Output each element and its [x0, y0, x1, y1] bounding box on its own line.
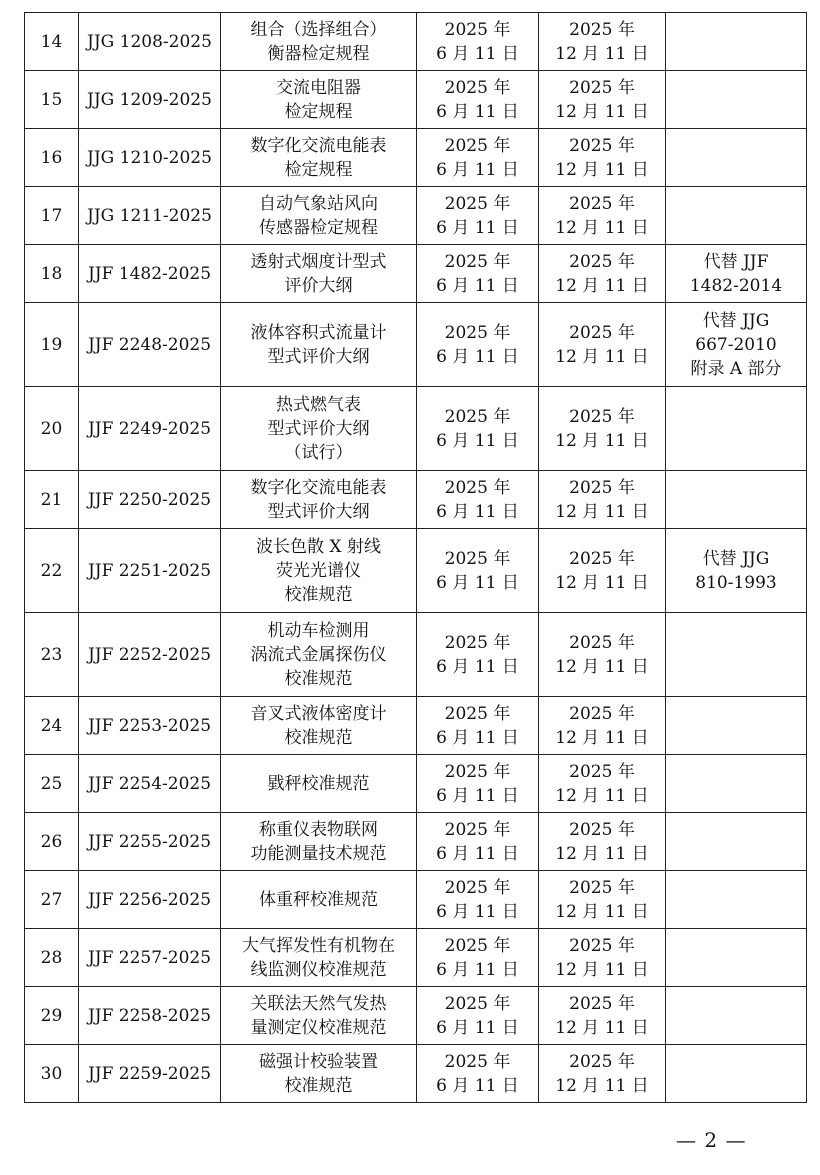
table-row — [25, 303, 807, 387]
standard-code: JJF 2255-2025 — [79, 813, 221, 871]
standard-name-line: 大气挥发性有机物在 — [242, 935, 395, 956]
effective-date-line: 12 月 11 日 — [555, 501, 649, 522]
standard-name — [221, 387, 417, 471]
row-number: 23 — [25, 613, 79, 697]
publish-date-line: 6 月 11 日 — [436, 901, 519, 922]
effective-date-line: 2025 年 — [569, 19, 635, 40]
table-row — [25, 813, 807, 871]
publish-date — [417, 697, 539, 755]
standard-name-line: 透射式烟度计型式 — [250, 251, 387, 272]
remark — [666, 755, 807, 813]
publish-date-line: 6 月 11 日 — [436, 1017, 519, 1038]
publish-date — [417, 387, 539, 471]
row-number: 21 — [25, 471, 79, 529]
publish-date — [417, 871, 539, 929]
standard-name-line: 波长色散 X 射线 — [256, 536, 381, 557]
standard-name-line: 检定规程 — [284, 101, 353, 122]
table-row — [25, 71, 807, 129]
remark — [666, 471, 807, 529]
standard-name — [221, 129, 417, 187]
effective-date-line: 12 月 11 日 — [555, 727, 649, 748]
standard-code: JJG 1210-2025 — [79, 129, 221, 187]
effective-date — [539, 187, 666, 245]
publish-date-line: 6 月 11 日 — [436, 572, 519, 593]
standard-name-line: 机动车检测用 — [267, 620, 370, 641]
table-row — [25, 187, 807, 245]
row-number: 30 — [25, 1045, 79, 1103]
standard-code: JJF 2259-2025 — [79, 1045, 221, 1103]
publish-date-line: 2025 年 — [444, 632, 511, 653]
effective-date — [539, 129, 666, 187]
effective-date-line: 12 月 11 日 — [555, 1017, 649, 1038]
effective-date — [539, 813, 666, 871]
standard-name-line: 数字化交流电能表 — [250, 135, 387, 156]
row-number: 22 — [25, 529, 79, 613]
remark — [666, 245, 807, 303]
standard-name-line: 校准规范 — [284, 1075, 353, 1096]
effective-date-line: 2025 年 — [569, 1051, 635, 1072]
table-row — [25, 987, 807, 1045]
standard-code: JJF 2250-2025 — [79, 471, 221, 529]
standard-name — [221, 529, 417, 613]
effective-date — [539, 303, 666, 387]
standard-name-line: 功能测量技术规范 — [250, 843, 387, 864]
standard-name-line: 交流电阻器 — [276, 77, 361, 98]
effective-date-line: 2025 年 — [569, 322, 635, 343]
publish-date — [417, 13, 539, 71]
publish-date-line: 2025 年 — [444, 1051, 511, 1072]
publish-date — [417, 187, 539, 245]
effective-date-line: 2025 年 — [569, 761, 635, 782]
effective-date — [539, 471, 666, 529]
table-body — [25, 13, 807, 1103]
row-number: 16 — [25, 129, 79, 187]
publish-date-line: 6 月 11 日 — [436, 346, 519, 367]
table-row — [25, 245, 807, 303]
effective-date — [539, 613, 666, 697]
remark-line: 代替 JJG — [702, 310, 770, 331]
standard-name-line: 荧光光谱仪 — [276, 560, 361, 581]
effective-date — [539, 929, 666, 987]
publish-date-line: 2025 年 — [444, 251, 511, 272]
effective-date-line: 12 月 11 日 — [555, 430, 649, 451]
standard-name-line: 衡器检定规程 — [267, 43, 370, 64]
remark — [666, 987, 807, 1045]
row-number: 28 — [25, 929, 79, 987]
effective-date — [539, 871, 666, 929]
effective-date-line: 12 月 11 日 — [555, 101, 649, 122]
effective-date-line: 12 月 11 日 — [555, 1075, 649, 1096]
standard-name-line: 型式评价大纲 — [267, 346, 370, 367]
effective-date-line: 12 月 11 日 — [555, 43, 649, 64]
table-row — [25, 613, 807, 697]
standard-name-line: 音叉式液体密度计 — [250, 703, 387, 724]
effective-date-line: 2025 年 — [569, 819, 635, 840]
publish-date-line: 2025 年 — [444, 193, 511, 214]
standard-name-line: 传感器检定规程 — [259, 217, 378, 238]
publish-date-line: 2025 年 — [444, 993, 511, 1014]
standard-name-line: 评价大纲 — [284, 275, 353, 296]
effective-date-line: 2025 年 — [569, 632, 635, 653]
standard-name — [221, 813, 417, 871]
remark-line: 667-2010 — [695, 334, 777, 355]
publish-date — [417, 813, 539, 871]
standard-name — [221, 755, 417, 813]
effective-date-line: 12 月 11 日 — [555, 346, 649, 367]
row-number: 24 — [25, 697, 79, 755]
remark — [666, 1045, 807, 1103]
remark — [666, 13, 807, 71]
standard-name — [221, 245, 417, 303]
standard-code: JJF 1482-2025 — [79, 245, 221, 303]
publish-date — [417, 129, 539, 187]
standard-name — [221, 71, 417, 129]
standard-name-line: 检定规程 — [284, 159, 353, 180]
effective-date-line: 12 月 11 日 — [555, 159, 649, 180]
table-row — [25, 529, 807, 613]
remark — [666, 71, 807, 129]
publish-date — [417, 71, 539, 129]
effective-date — [539, 387, 666, 471]
publish-date — [417, 987, 539, 1045]
row-number: 15 — [25, 71, 79, 129]
table-row — [25, 13, 807, 71]
standard-code: JJG 1211-2025 — [79, 187, 221, 245]
publish-date-line: 6 月 11 日 — [436, 430, 519, 451]
row-number: 17 — [25, 187, 79, 245]
publish-date-line: 2025 年 — [444, 77, 511, 98]
effective-date-line: 12 月 11 日 — [555, 959, 649, 980]
standard-name-line: 校准规范 — [284, 584, 353, 605]
effective-date-line: 12 月 11 日 — [555, 275, 649, 296]
standard-name-line: 型式评价大纲 — [267, 501, 370, 522]
publish-date-line: 2025 年 — [444, 819, 511, 840]
standard-code: JJF 2257-2025 — [79, 929, 221, 987]
remark — [666, 387, 807, 471]
table-row — [25, 471, 807, 529]
table-row — [25, 929, 807, 987]
standard-name-line: 线监测仪校准规范 — [250, 959, 387, 980]
effective-date — [539, 1045, 666, 1103]
remark-line: 810-1993 — [695, 572, 777, 593]
publish-date-line: 6 月 11 日 — [436, 217, 519, 238]
standard-name — [221, 613, 417, 697]
standard-name-line: （试行） — [284, 442, 353, 463]
publish-date — [417, 613, 539, 697]
effective-date-line: 12 月 11 日 — [555, 656, 649, 677]
remark — [666, 697, 807, 755]
publish-date — [417, 529, 539, 613]
publish-date-line: 6 月 11 日 — [436, 43, 519, 64]
row-number: 19 — [25, 303, 79, 387]
standards-table — [24, 12, 807, 1103]
table-row — [25, 871, 807, 929]
standard-name — [221, 1045, 417, 1103]
effective-date-line: 12 月 11 日 — [555, 785, 649, 806]
standard-name — [221, 929, 417, 987]
row-number: 20 — [25, 387, 79, 471]
effective-date-line: 2025 年 — [569, 703, 635, 724]
standard-name-line: 数字化交流电能表 — [250, 477, 387, 498]
table-row — [25, 1045, 807, 1103]
remark-line: 1482-2014 — [689, 275, 783, 296]
row-number: 18 — [25, 245, 79, 303]
publish-date-line: 2025 年 — [444, 135, 511, 156]
effective-date-line: 2025 年 — [569, 993, 635, 1014]
standard-name-line: 校准规范 — [284, 668, 353, 689]
standard-code: JJF 2252-2025 — [79, 613, 221, 697]
standard-name-line: 自动气象站风向 — [259, 193, 378, 214]
standard-code: JJF 2254-2025 — [79, 755, 221, 813]
row-number: 25 — [25, 755, 79, 813]
publish-date — [417, 929, 539, 987]
standard-code: JJF 2251-2025 — [79, 529, 221, 613]
row-number: 27 — [25, 871, 79, 929]
publish-date-line: 2025 年 — [444, 548, 511, 569]
remark — [666, 929, 807, 987]
effective-date-line: 2025 年 — [569, 406, 635, 427]
effective-date — [539, 697, 666, 755]
remark — [666, 187, 807, 245]
standard-name-line: 涡流式金属探伤仪 — [250, 644, 387, 665]
standard-name — [221, 987, 417, 1045]
remark — [666, 813, 807, 871]
effective-date-line: 12 月 11 日 — [555, 843, 649, 864]
effective-date-line: 12 月 11 日 — [555, 217, 649, 238]
publish-date — [417, 245, 539, 303]
table-row — [25, 387, 807, 471]
publish-date — [417, 1045, 539, 1103]
standard-code: JJG 1208-2025 — [79, 13, 221, 71]
remark — [666, 871, 807, 929]
effective-date — [539, 13, 666, 71]
standard-code: JJF 2248-2025 — [79, 303, 221, 387]
publish-date-line: 2025 年 — [444, 703, 511, 724]
publish-date-line: 2025 年 — [444, 322, 511, 343]
standard-name — [221, 471, 417, 529]
publish-date-line: 2025 年 — [444, 19, 511, 40]
row-number: 29 — [25, 987, 79, 1045]
publish-date-line: 6 月 11 日 — [436, 843, 519, 864]
remark-line: 代替 JJG — [702, 548, 770, 569]
effective-date-line: 2025 年 — [569, 251, 635, 272]
publish-date-line: 6 月 11 日 — [436, 159, 519, 180]
standard-code: JJG 1209-2025 — [79, 71, 221, 129]
standard-name — [221, 871, 417, 929]
publish-date-line: 2025 年 — [444, 406, 511, 427]
standard-name-line: 校准规范 — [284, 727, 353, 748]
row-number: 26 — [25, 813, 79, 871]
table-row — [25, 129, 807, 187]
publish-date-line: 6 月 11 日 — [436, 656, 519, 677]
standard-code: JJF 2258-2025 — [79, 987, 221, 1045]
standard-name-line: 组合（选择组合） — [250, 19, 387, 40]
standard-name-line: 量测定仪校准规范 — [250, 1017, 387, 1038]
remark — [666, 529, 807, 613]
publish-date — [417, 303, 539, 387]
row-number: 14 — [25, 13, 79, 71]
effective-date — [539, 987, 666, 1045]
remark-line: 附录 A 部分 — [690, 358, 782, 379]
effective-date — [539, 755, 666, 813]
publish-date-line: 2025 年 — [444, 761, 511, 782]
page-number: — 2 — — [676, 1128, 747, 1152]
standard-name-line: 体重秤校准规范 — [259, 889, 378, 910]
remark — [666, 129, 807, 187]
effective-date-line: 2025 年 — [569, 548, 635, 569]
effective-date-line: 2025 年 — [569, 77, 635, 98]
remark — [666, 613, 807, 697]
publish-date-line: 6 月 11 日 — [436, 275, 519, 296]
standard-name — [221, 13, 417, 71]
effective-date-line: 12 月 11 日 — [555, 901, 649, 922]
publish-date-line: 2025 年 — [444, 935, 511, 956]
standard-name-line: 型式评价大纲 — [267, 418, 370, 439]
standard-name-line: 关联法天然气发热 — [250, 993, 387, 1014]
publish-date — [417, 471, 539, 529]
standard-name-line: 磁强计校验装置 — [259, 1051, 378, 1072]
effective-date-line: 2025 年 — [569, 193, 635, 214]
remark — [666, 303, 807, 387]
publish-date-line: 6 月 11 日 — [436, 785, 519, 806]
effective-date-line: 2025 年 — [569, 135, 635, 156]
publish-date — [417, 755, 539, 813]
publish-date-line: 2025 年 — [444, 477, 511, 498]
standard-code: JJF 2253-2025 — [79, 697, 221, 755]
effective-date-line: 12 月 11 日 — [555, 572, 649, 593]
table-row — [25, 697, 807, 755]
publish-date-line: 6 月 11 日 — [436, 1075, 519, 1096]
standard-code: JJF 2249-2025 — [79, 387, 221, 471]
effective-date — [539, 245, 666, 303]
standard-name — [221, 697, 417, 755]
standard-name-line: 液体容积式流量计 — [250, 322, 387, 343]
table-row — [25, 755, 807, 813]
effective-date — [539, 71, 666, 129]
effective-date-line: 2025 年 — [569, 877, 635, 898]
standard-name-line: 戥秤校准规范 — [267, 773, 370, 794]
effective-date-line: 2025 年 — [569, 935, 635, 956]
standard-code: JJF 2256-2025 — [79, 871, 221, 929]
effective-date-line: 2025 年 — [569, 477, 635, 498]
remark-line: 代替 JJF — [703, 251, 769, 272]
publish-date-line: 6 月 11 日 — [436, 101, 519, 122]
publish-date-line: 6 月 11 日 — [436, 727, 519, 748]
standard-name-line: 称重仪表物联网 — [259, 819, 378, 840]
publish-date-line: 6 月 11 日 — [436, 501, 519, 522]
effective-date — [539, 529, 666, 613]
publish-date-line: 6 月 11 日 — [436, 959, 519, 980]
standard-name — [221, 187, 417, 245]
standard-name-line: 热式燃气表 — [276, 394, 361, 415]
publish-date-line: 2025 年 — [444, 877, 511, 898]
standard-name — [221, 303, 417, 387]
